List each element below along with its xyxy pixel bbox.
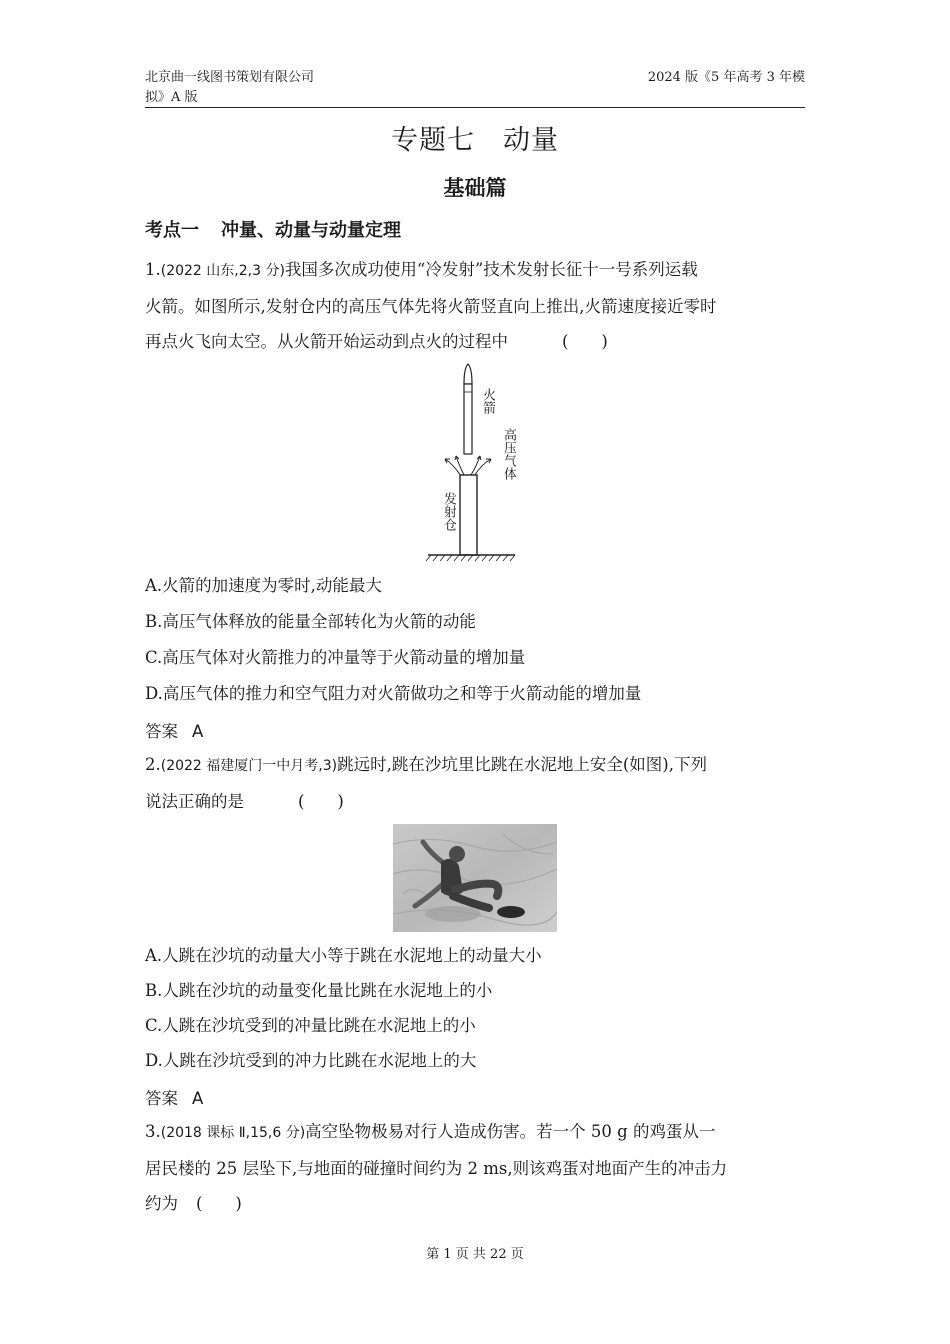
question-1-number: 1. xyxy=(145,260,161,279)
question-1-answer-value: A xyxy=(192,722,204,741)
sand-impression xyxy=(425,906,481,922)
question-2-option-c: C.人跳在沙坑受到的冲量比跳在水泥地上的小 xyxy=(145,1016,476,1035)
section-label: 考点一 xyxy=(145,220,199,241)
question-2-option-b: B.人跳在沙坑的动量变化量比跳在水泥地上的小 xyxy=(145,981,493,1000)
question-3-text-line1: 高空坠物极易对行人造成伤害。若一个 50 g 的鸡蛋从一 xyxy=(305,1122,716,1141)
section-heading xyxy=(145,216,401,242)
header-divider xyxy=(145,107,805,108)
question-2-text-line2: 说法正确的是 xyxy=(145,792,244,811)
rocket-nose xyxy=(464,364,472,384)
question-2-stem xyxy=(145,747,810,819)
label-launch-silo: 发射仓 xyxy=(441,492,456,531)
header-book-title: 2024 版《5 年高考 3 年模 xyxy=(647,70,805,85)
page-subtitle: 基础篇 xyxy=(443,176,507,200)
header-publisher-line2: 拟》A 版 xyxy=(145,90,198,105)
question-1-text-line3: 再点火飞向太空。从火箭开始运动到点火的过程中 xyxy=(145,332,508,351)
label-rocket: 火箭 xyxy=(480,388,495,414)
question-3-source: (2018 课标 Ⅱ,15,6 分) xyxy=(160,1125,306,1141)
header-publisher-line1: 北京曲一线图书策划有限公司 xyxy=(145,70,315,85)
question-2-answer-bracket: ( ) xyxy=(298,792,344,811)
question-1-stem xyxy=(145,252,810,359)
ground-hatching xyxy=(426,555,515,561)
launch-silo xyxy=(460,475,477,555)
question-2-answer-label: 答案 xyxy=(145,1089,178,1108)
page-number-footer: 第 1 页 共 22 页 xyxy=(426,1247,524,1262)
long-jump-photo xyxy=(393,824,557,932)
question-1-text-line2: 火箭。如图所示,发射仓内的高压气体先将火箭竖直向上推出,火箭速度接近零时 xyxy=(145,297,717,316)
question-1-source: (2022 山东,2,3 分) xyxy=(160,263,285,279)
question-2-option-d: D.人跳在沙坑受到的冲力比跳在水泥地上的大 xyxy=(145,1051,477,1070)
rocket-body xyxy=(464,384,472,454)
gas-flow-arrows xyxy=(445,456,491,476)
question-3-stem xyxy=(145,1114,810,1221)
question-1-option-d: D.高压气体的推力和空气阻力对火箭做功之和等于火箭动能的增加量 xyxy=(145,684,642,703)
question-1-answer xyxy=(145,718,203,742)
question-3-text-line3: 约为 xyxy=(145,1194,178,1213)
question-2-source: (2022 福建厦门一中月考,3) xyxy=(160,758,338,774)
question-2-number: 2. xyxy=(145,755,161,774)
question-2-answer xyxy=(145,1085,203,1109)
question-3-answer-bracket: ( ) xyxy=(196,1194,242,1213)
question-3-number: 3. xyxy=(145,1122,161,1141)
page-title: 专题七 动量 xyxy=(391,125,559,156)
rocket-launch-figure xyxy=(425,362,525,567)
question-2-option-a: A.人跳在沙坑的动量大小等于跳在水泥地上的动量大小 xyxy=(145,946,542,965)
question-1-option-b: B.高压气体释放的能量全部转化为火箭的动能 xyxy=(145,612,476,631)
question-2-text-line1: 跳远时,跳在沙坑里比跳在水泥地上安全(如图),下列 xyxy=(337,755,707,774)
question-1-answer-label: 答案 xyxy=(145,722,178,741)
header-publisher xyxy=(145,68,345,108)
question-1-text-line1: 我国多次成功使用“冷发射”技术发射长征十一号系列运载 xyxy=(284,260,698,279)
label-high-pressure-gas: 高压气体 xyxy=(501,428,516,480)
question-3-text-line2: 居民楼的 25 层坠下,与地面的碰撞时间约为 2 ms,则该鸡蛋对地面产生的冲击力 xyxy=(145,1159,728,1178)
question-2-answer-value: A xyxy=(192,1089,204,1108)
question-1-option-a: A.火箭的加速度为零时,动能最大 xyxy=(145,576,382,595)
question-1-option-c: C.高压气体对火箭推力的冲量等于火箭动量的增加量 xyxy=(145,648,526,667)
question-1-answer-bracket: ( ) xyxy=(562,332,608,351)
section-title: 冲量、动量与动量定理 xyxy=(221,220,401,241)
